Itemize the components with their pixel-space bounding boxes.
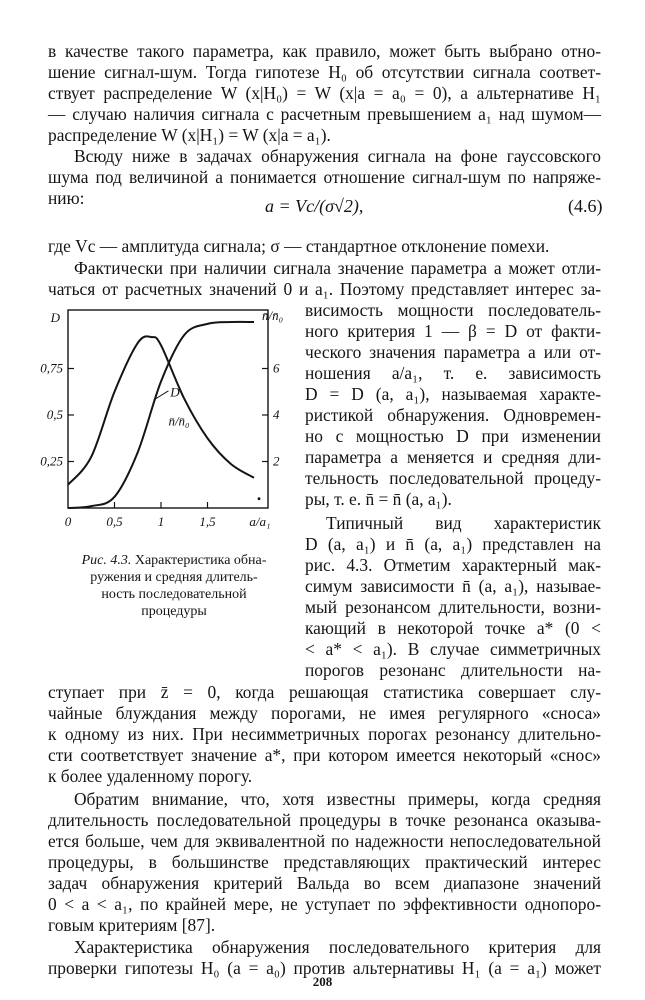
text-line: D (a, a₁) и n̄ (a, a₁) представлен на [305, 534, 601, 554]
series-line-D [68, 322, 254, 508]
text-line: ристикой обнаружения. Одновремен- [305, 405, 601, 425]
text-line: ется больше, чем для эквивалентной по надежности непоследовательной [48, 831, 601, 851]
formula-number: (4.6) [568, 196, 603, 216]
text-line: Всюду ниже в задачах обнаружения сигнала на фоне гауссовского [74, 146, 601, 166]
text-line: где Vc — амплитуда сигнала; σ — стандартное отклонение помехи. [48, 236, 550, 256]
text-line: чайные блуждания между порогами, не имея регулярного «сноса» [48, 703, 601, 723]
text-line: в качестве такого параметра, как правило, может быть выбрано отно- [48, 41, 601, 61]
page-number: 208 [312, 974, 333, 989]
right-tick-label: 6 [273, 360, 280, 376]
text-line: мый резонансом длительности, возни- [305, 597, 601, 617]
text-line: Обратим внимание, что, хотя известны примеры, когда средняя [74, 789, 601, 809]
text-line: симум зависимости n̄ (a, a₁), называе- [305, 576, 601, 596]
text-line: Фактически при наличии сигнала значение параметра a может отли- [74, 258, 601, 278]
text-line: ры, т. е. n̄ = n̄ (a, a₁). [305, 489, 452, 509]
text-line: Характеристика обнаружения последовательного критерия для [74, 937, 601, 957]
left-tick-label: 0,25 [40, 453, 63, 469]
series-line-n-ratio [68, 336, 254, 484]
x-tick-label: 0,5 [106, 514, 123, 529]
text-line: к одному из них. При несимметричных порогах резонансу длительно- [48, 724, 601, 744]
text-line: шение сигнал-шум. Тогда гипотезе H₀ об отсутствии сигнала соответ- [48, 62, 601, 82]
left-tick-label: 0,75 [40, 360, 63, 376]
formula-4-6: a = Vc/(σ√2), [265, 196, 364, 216]
right-tick-label: 2 [273, 453, 280, 469]
text-line: кающий в некоторой точке a* (0 < [305, 618, 601, 638]
text-line: к более удаленному порогу. [48, 766, 253, 786]
figure-4-3-chart [40, 296, 290, 536]
right-axis-title: n̄/n̄₀ [262, 308, 284, 323]
text-line: длительность последовательной процедуры в точке резонанса оказыва- [48, 810, 601, 830]
caption-text: процедуры [141, 604, 207, 619]
text-line: проверки гипотезы H₀ (a = a₀) против альтернативы H₁ (a = a₁) может [48, 958, 601, 978]
text-line: параметра a меняется и средняя дли- [305, 447, 601, 467]
figure-caption [54, 552, 294, 620]
text-line: шума под величиной a понимается отношение сигнал-шум по напряже- [48, 167, 601, 187]
chart-frame [68, 310, 268, 508]
text-line: порогов резонанс длительности на- [305, 660, 601, 680]
text-line: тельность последовательной процеду- [305, 468, 601, 488]
curve-label-D: D [170, 384, 180, 400]
text-line: < a* < a₁). В случае симметричных [305, 639, 601, 659]
x-tick-label: 0 [64, 514, 72, 529]
text-line: 0 < a < a₁, по крайней мере, не уступает по эффективности однопоро- [48, 894, 601, 914]
caption-label: Рис. 4.3. [81, 553, 132, 568]
text-line: D = D (a, a₁), называемая характе- [305, 384, 601, 404]
text-line: — случаю наличия сигнала с расчетным превышением a₁ над шумом— [48, 104, 601, 124]
text-line: нию: [48, 188, 85, 208]
left-axis-title: D [50, 310, 60, 325]
text-line: ступает при z̄ = 0, когда решающая статистика совершает слу- [48, 682, 601, 702]
x-tick-label: 1 [157, 514, 165, 529]
left-tick-label: 0,5 [46, 407, 63, 422]
marker-dot [258, 497, 261, 500]
text-line: процедуры, в большинстве представляющих практический интерес [48, 852, 601, 872]
x-tick-label: 1,5 [199, 514, 216, 529]
curve-label-n-ratio: n̄/n̄₀ [168, 413, 190, 429]
text-line: ношения a/a₁, т. е. зависимость [305, 363, 601, 383]
text-line: но с мощностью D при изменении [305, 426, 601, 446]
text-line: распределение W (x|H₁) = W (x|a = a₁). [48, 125, 331, 145]
text-line: рис. 4.3. Отметим характерный мак- [305, 555, 601, 575]
caption-text: ружения и средняя длитель- [90, 570, 258, 585]
text-line: ствует распределение W (x|H₀) = W (x|a = a₀ = 0), а альтернативе H₁ [48, 83, 601, 103]
x-axis-title: a/a₁ [249, 514, 271, 529]
caption-text: ность последовательной [101, 587, 247, 602]
text-line: чаться от расчетных значений 0 и a₁. Поэтому представляет интерес за- [48, 279, 601, 299]
text-line: сти соответствует значение a*, при котором имеется некоторый «снос» [48, 745, 601, 765]
right-tick-label: 4 [273, 407, 280, 422]
text-line: Типичный вид характеристик [326, 513, 601, 533]
text-line: говым критериям [87]. [48, 915, 216, 935]
text-line: ческого значения параметра a или от- [305, 342, 601, 362]
text-line: задач обнаружения критерий Вальда во всем диапазоне значений [48, 873, 601, 893]
text-line: висимость мощности последователь- [305, 300, 601, 320]
text-line: ного критерия 1 — β = D от факти- [305, 321, 601, 341]
caption-text: Характеристика обна- [134, 553, 267, 568]
